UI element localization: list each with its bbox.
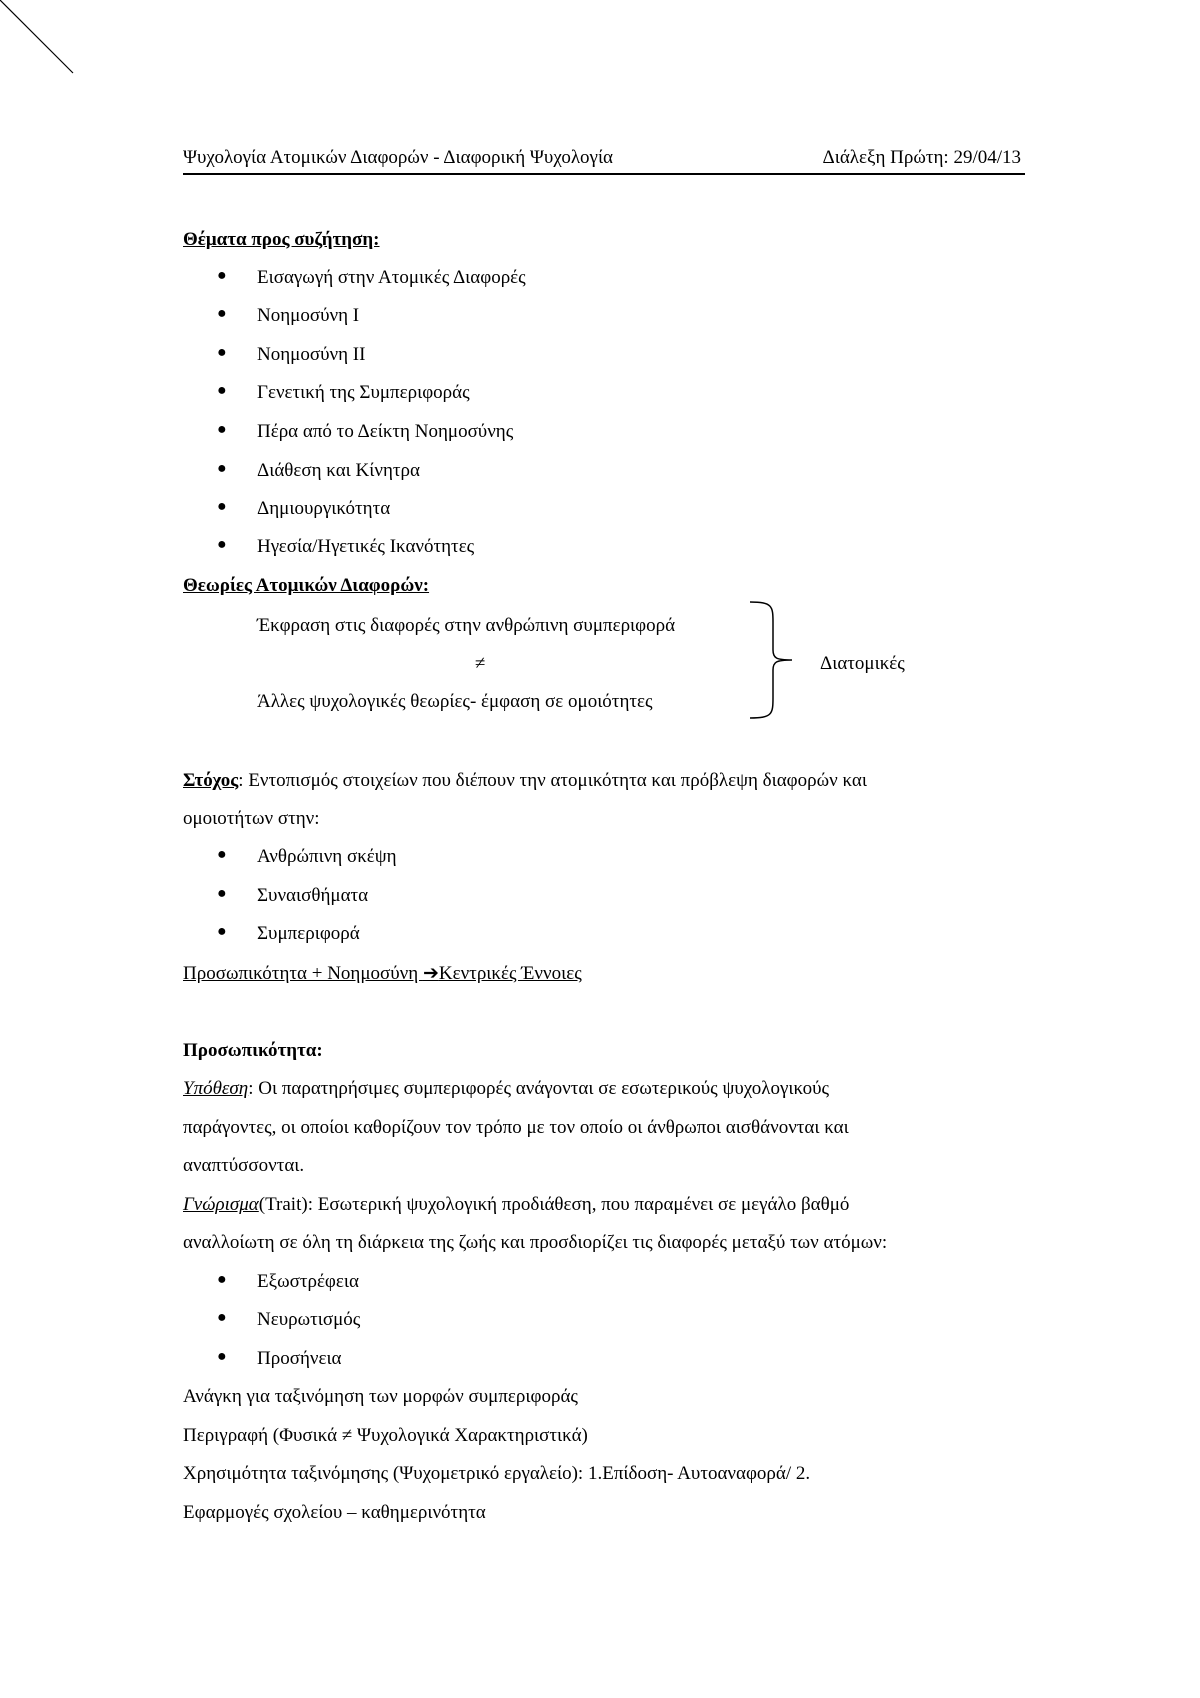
list-item: ● Ηγεσία/Ηγετικές Ικανότητες <box>217 536 475 557</box>
list-item: ● Νοημοσύνη Ι <box>217 305 360 326</box>
right-brace-icon <box>748 600 798 720</box>
bullet-icon: ● <box>217 846 227 863</box>
trait-label: Γνώρισμα <box>183 1194 259 1215</box>
goal-text: : Εντοπισμός στοιχείων που διέπουν την ατομικότητα και πρόβλεψη διαφορών και <box>238 770 867 791</box>
trait-line-2: αναλλοίωτη σε όλη τη διάρκεια της ζωής και προσδιορίζει τις διαφορές μεταξύ των ατόμων: <box>183 1232 888 1253</box>
topics-heading: Θέματα προς συζήτηση: <box>183 229 380 250</box>
bullet-icon: ● <box>217 923 227 940</box>
bullet-icon: ● <box>217 885 227 902</box>
hypothesis-line-1: Υπόθεση: Οι παρατηρήσιμες συμπεριφορές ανάγονται σε εσωτερικούς ψυχολογικούς <box>183 1078 830 1099</box>
bullet-icon: ● <box>217 1309 227 1326</box>
brace-label: Διατομικές <box>820 653 905 674</box>
bullet-icon: ● <box>217 536 227 553</box>
bullet-icon: ● <box>217 382 227 399</box>
list-item: ● Προσήνεια <box>217 1348 342 1369</box>
list-item: ● Συναισθήματα <box>217 885 369 906</box>
list-item: ● Συμπεριφορά <box>217 923 360 944</box>
bullet-icon: ● <box>217 1271 227 1288</box>
page-header <box>183 145 1025 175</box>
trait-line-1: Γνώρισμα(Trait): Εσωτερική ψυχολογική προδιάθεση, που παραμένει σε μεγάλο βαθμό <box>183 1194 850 1215</box>
usefulness-line: Χρησιμότητα ταξινόμησης (Ψυχομετρικό εργαλείο): 1.Επίδοση- Αυτοαναφορά/ 2. <box>183 1463 811 1484</box>
theories-line-2: Άλλες ψυχολογικές θεωρίες- έμφαση σε ομοιότητες <box>257 691 653 712</box>
applications-line: Εφαρμογές σχολείου – καθημερινότητα <box>183 1502 486 1523</box>
bullet-icon: ● <box>217 498 227 515</box>
bullet-icon: ● <box>217 267 227 284</box>
header-course-title: Ψυχολογία Ατομικών Διαφορών - Διαφορική Ψυχολογία <box>183 147 614 168</box>
list-item: ● Νοημοσύνη ΙΙ <box>217 344 366 365</box>
bullet-icon: ● <box>217 1348 227 1365</box>
list-item: ● Ανθρώπινη σκέψη <box>217 846 397 867</box>
bullet-icon: ● <box>217 344 227 361</box>
bullet-icon: ● <box>217 421 227 438</box>
description-line: Περιγραφή (Φυσικά ≠ Ψυχολογικά Χαρακτηριστικά) <box>183 1425 588 1446</box>
list-item: ● Πέρα από το Δείκτη Νοημοσύνης <box>217 421 514 442</box>
goal-label: Στόχος <box>183 770 239 791</box>
list-item: ● Εισαγωγή στην Ατομικές Διαφορές <box>217 267 526 288</box>
list-item: ● Εξωστρέφεια <box>217 1271 359 1292</box>
arrow-right-icon: ➔ <box>422 963 439 984</box>
hypothesis-line-2: παράγοντες, οι οποίοι καθορίζουν τον τρόπο με τον οποίο οι άνθρωποι αισθάνονται και <box>183 1117 849 1138</box>
header-lecture-date: Διάλεξη Πρώτη: 29/04/13 <box>822 147 1021 168</box>
personality-heading: Προσωπικότητα: <box>183 1040 323 1061</box>
list-item: ● Γενετική της Συμπεριφοράς <box>217 382 470 403</box>
list-item: ● Νευρωτισμός <box>217 1309 361 1330</box>
list-item: ● Διάθεση και Κίνητρα <box>217 460 420 481</box>
goal-summary: Προσωπικότητα + Νοημοσύνη ➔Κεντρικές Έννοιες <box>183 963 582 984</box>
bullet-icon: ● <box>217 305 227 322</box>
classification-need-line: Ανάγκη για ταξινόμηση των μορφών συμπεριφοράς <box>183 1386 578 1407</box>
hypothesis-line-3: αναπτύσσονται. <box>183 1155 305 1176</box>
theories-line-1: Έκφραση στις διαφορές στην ανθρώπινη συμπεριφορά <box>257 615 676 636</box>
goal-line-2: ομοιοτήτων στην: <box>183 808 320 829</box>
list-item: ● Δημιουργικότητα <box>217 498 391 519</box>
goal-line-1 <box>183 770 867 792</box>
theories-heading: Θεωρίες Ατομικών Διαφορών: <box>183 575 430 596</box>
bullet-icon: ● <box>217 460 227 477</box>
hypothesis-label: Υπόθεση <box>183 1078 249 1099</box>
not-equal-sign: ≠ <box>475 653 486 674</box>
corner-fold-line <box>0 0 80 80</box>
